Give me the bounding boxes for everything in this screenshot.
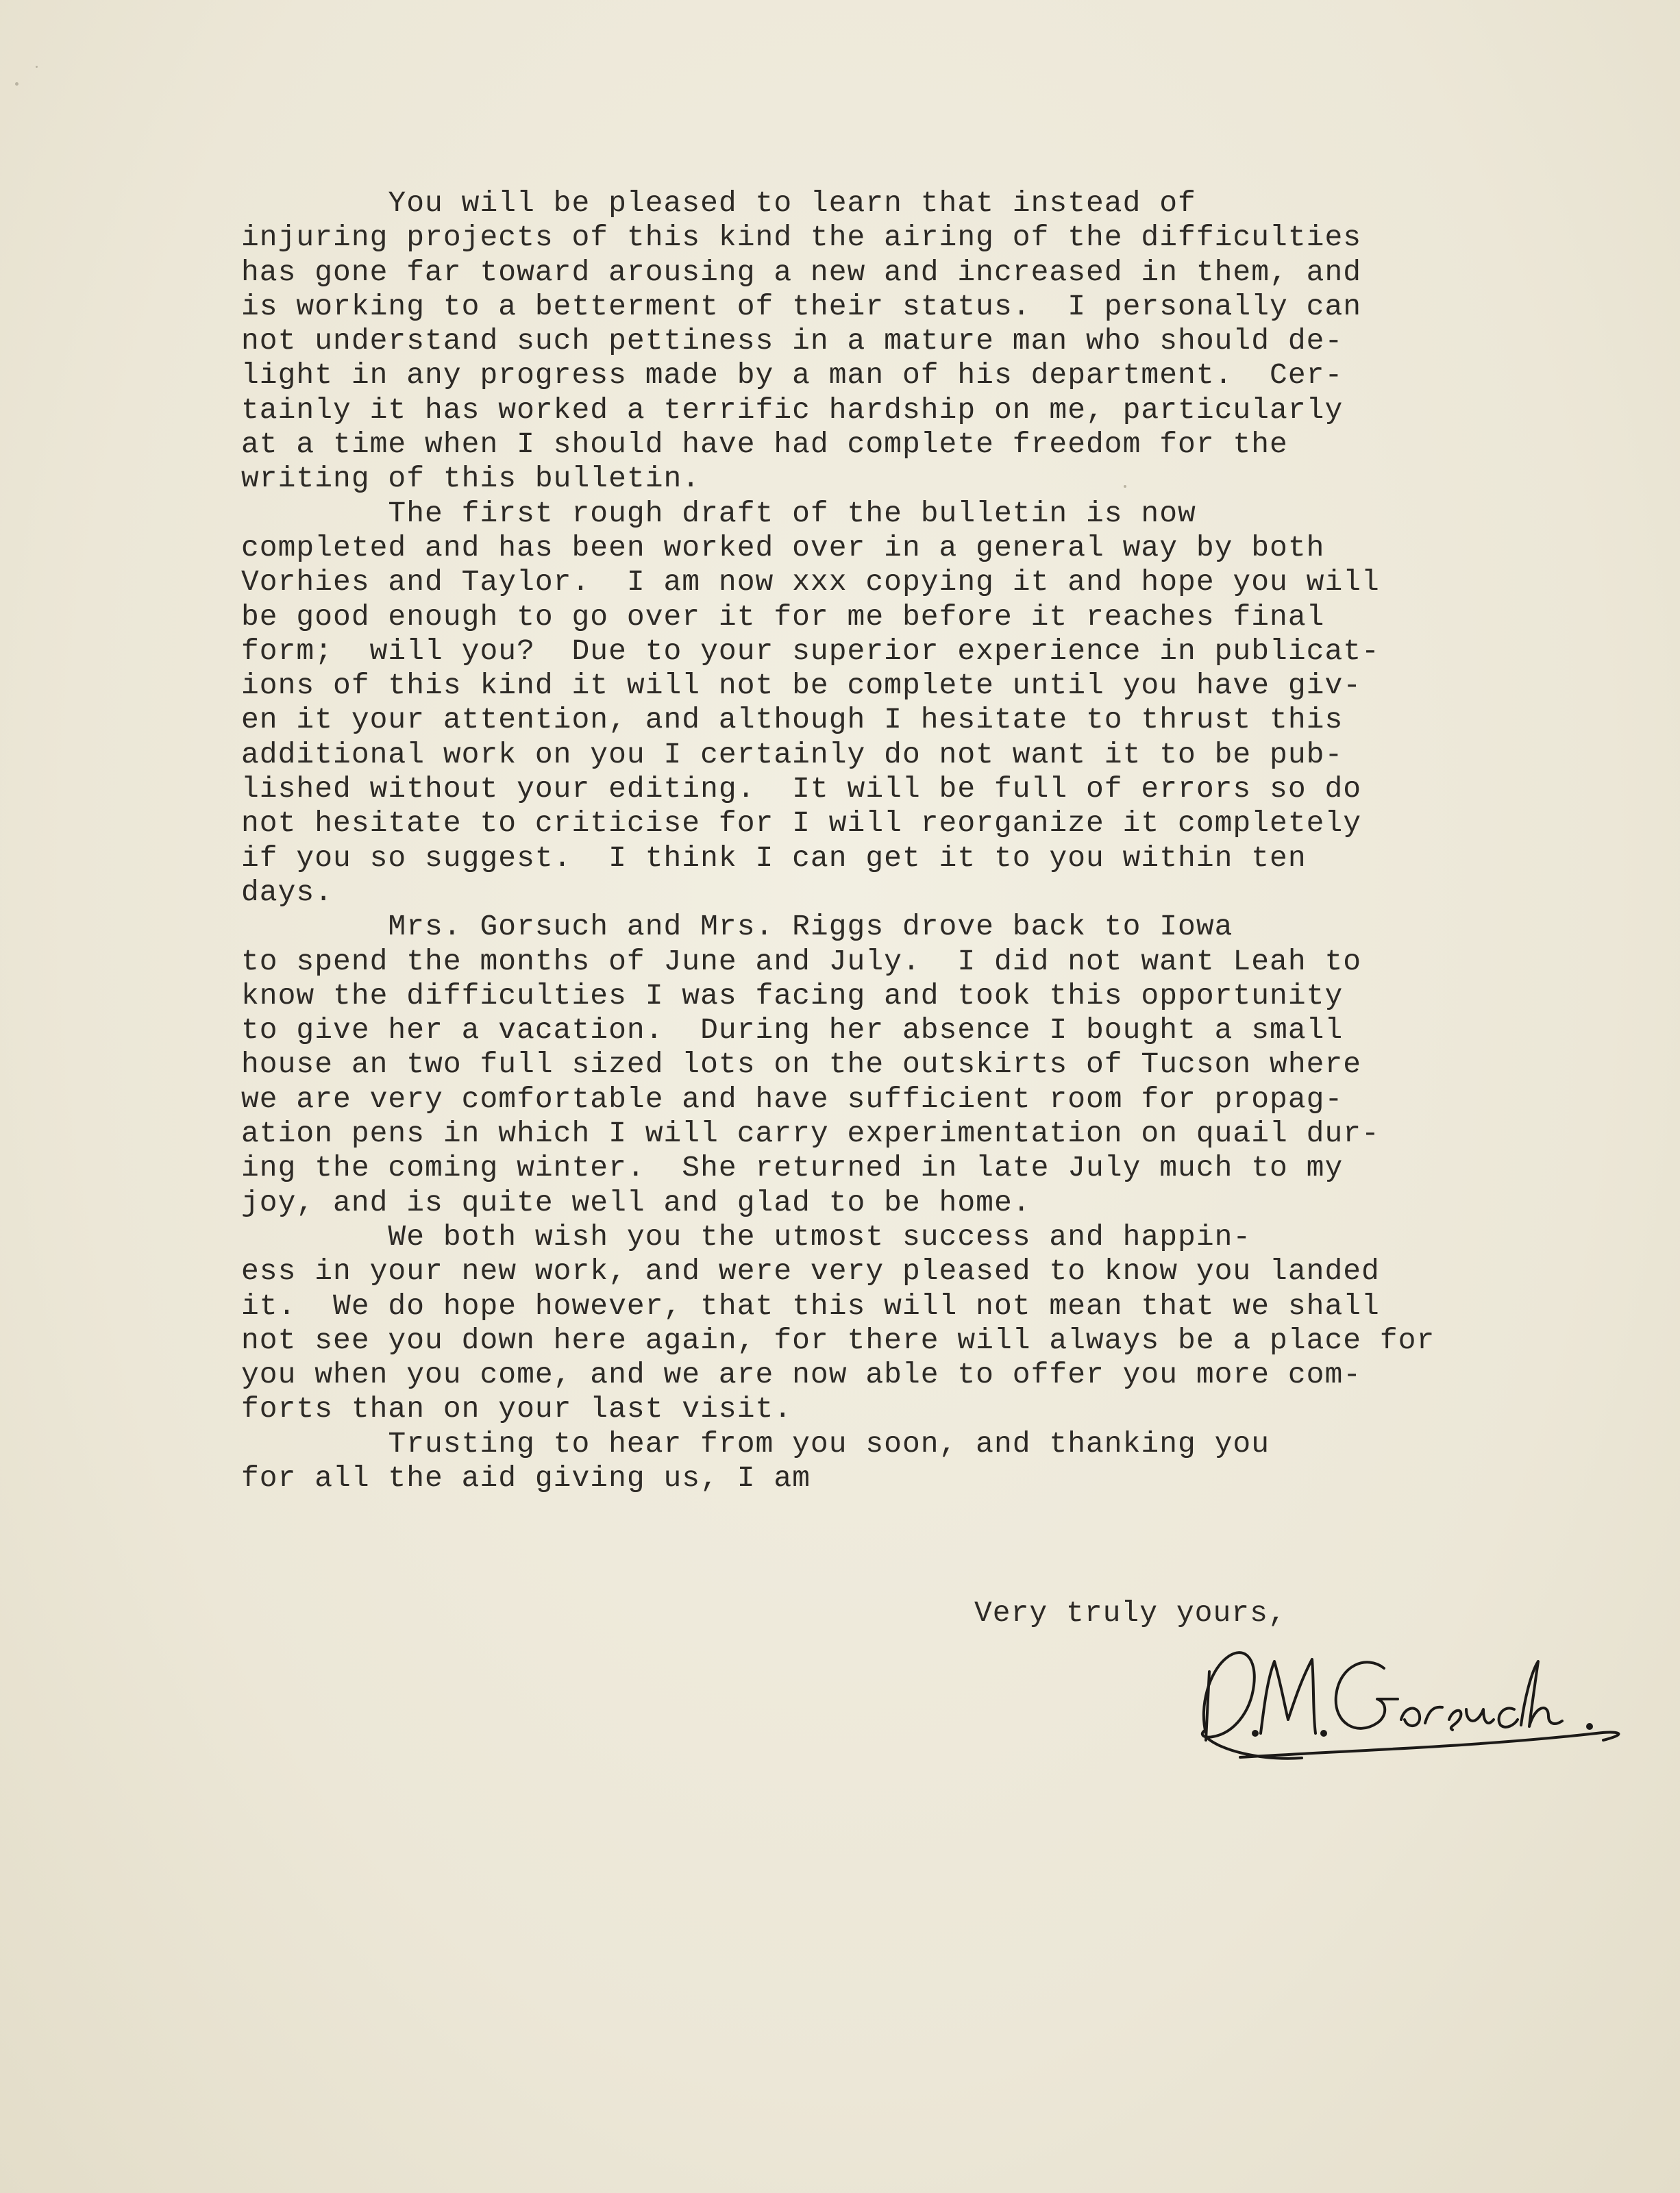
letter-line: forts than on your last visit.: [241, 1392, 793, 1426]
letter-line: at a time when I should have had complete freedom for the: [241, 428, 1288, 462]
letter-line: lished without your editing. It will be full of errors so do: [241, 772, 1362, 806]
handwritten-signature: [1178, 1631, 1672, 1781]
paper-speck: [36, 66, 38, 68]
letter-line: We both wish you the utmost success and happin-: [241, 1219, 1252, 1254]
letter-line: for all the aid giving us, I am: [241, 1461, 811, 1495]
letter-line: You will be pleased to learn that instead of: [241, 186, 1196, 220]
letter-line: en it your attention, and although I hesitate to thrust this: [241, 703, 1344, 737]
letter-line: ions of this kind it will not be complete until you have giv-: [241, 669, 1362, 703]
letter-line: writing of this bulletin.: [241, 462, 701, 496]
closing-salutation: Very truly yours,: [974, 1596, 1287, 1630]
letter-line: know the difficulties I was facing and took this opportunity: [241, 978, 1344, 1013]
letter-line: be good enough to go over it for me before it reaches final: [241, 599, 1325, 634]
letter-line: not hesitate to criticise for I will reorganize it completely: [241, 806, 1362, 841]
letter-line: to spend the months of June and July. I did not want Leah to: [241, 944, 1362, 978]
letter-line: joy, and is quite well and glad to be home.: [241, 1185, 1031, 1219]
letter-line: you when you come, and we are now able to offer you more com-: [241, 1358, 1362, 1392]
letter-line: light in any progress made by a man of his department. Cer-: [241, 358, 1344, 393]
letter-line: if you so suggest. I think I can get it to you within ten: [241, 841, 1307, 875]
letter-line: has gone far toward arousing a new and increased in them, and: [241, 255, 1362, 289]
letter-line: not understand such pettiness in a mature man who should de-: [241, 324, 1344, 358]
letter-line: not see you down here again, for there will always be a place for: [241, 1323, 1435, 1357]
letter-line: ation pens in which I will carry experimentation on quail dur-: [241, 1117, 1380, 1151]
letter-line: we are very comfortable and have sufficient room for propag-: [241, 1082, 1344, 1116]
letter-line: injuring projects of this kind the airing of the difficulties: [241, 221, 1362, 255]
paper-speck: [15, 82, 18, 86]
letter-line: Vorhies and Taylor. I am now xxx copying it and hope you will: [241, 565, 1380, 599]
letter-line: tainly it has worked a terrific hardship on me, particularly: [241, 393, 1344, 427]
letter-line: days.: [241, 875, 334, 909]
letter-line: is working to a betterment of their status. I personally can: [241, 289, 1362, 323]
letter-line: to give her a vacation. During her absence I bought a small: [241, 1013, 1344, 1048]
letter-line: ing the coming winter. She returned in late July much to my: [241, 1151, 1344, 1185]
letter-line: ess in your new work, and were very pleased to know you landed: [241, 1254, 1380, 1289]
letter-line: it. We do hope however, that this will not mean that we shall: [241, 1289, 1380, 1323]
letter-line: additional work on you I certainly do not want it to be pub-: [241, 737, 1344, 771]
letter-line: house an two full sized lots on the outskirts of Tucson where: [241, 1048, 1362, 1082]
letter-line: Trusting to hear from you soon, and thanking you: [241, 1426, 1270, 1461]
letter-body: [241, 186, 1557, 1496]
letter-line: The first rough draft of the bulletin is now: [241, 496, 1196, 530]
letter-line: Mrs. Gorsuch and Mrs. Riggs drove back to Iowa: [241, 910, 1233, 944]
letter-line: completed and has been worked over in a general way by both: [241, 530, 1325, 565]
letter-line: form; will you? Due to your superior experience in publicat-: [241, 634, 1380, 668]
